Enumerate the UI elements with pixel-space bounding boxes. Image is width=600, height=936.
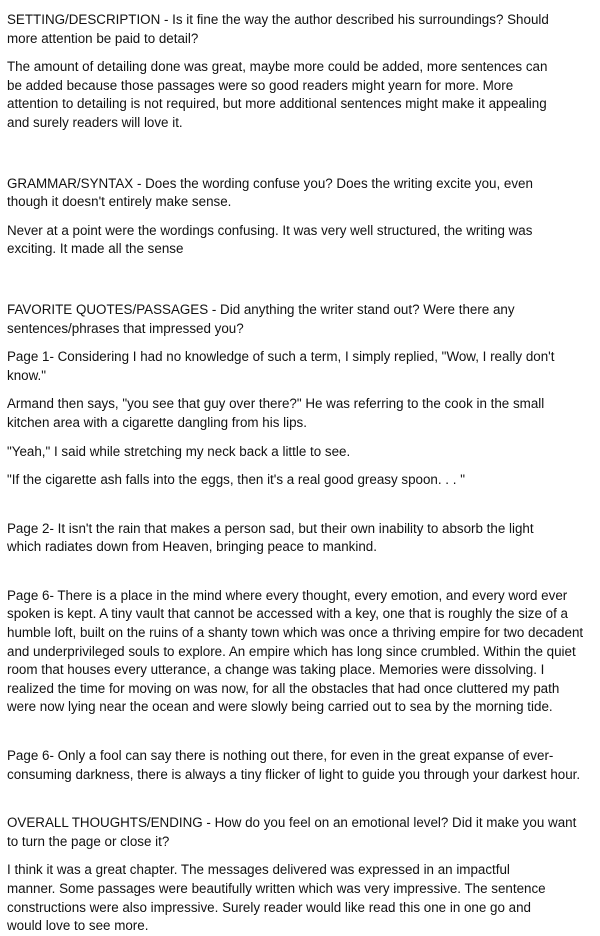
- quote-yeah: [7, 443, 594, 462]
- quote-line: kitchen area with a cigarette dangling from his lips.: [7, 414, 307, 430]
- quote-line: Page 1- Considering I had no knowledge of such a term, I simply replied, "Wow, I really don't: [7, 349, 555, 365]
- quote-page6-fool: [7, 747, 594, 784]
- quotes-heading: [7, 301, 594, 338]
- setting-answer-line: be added because those passages were so good readers might yearn for more. More: [7, 77, 514, 93]
- grammar-answer: [7, 222, 594, 259]
- overall-answer-line: I think it was a great chapter. The messages delivered was expressed in an impactful: [7, 862, 510, 878]
- setting-heading-line: more attention be paid to detail?: [7, 30, 199, 46]
- quote-line: realized the time for moving on was now, for all the obstacles that had once cluttered my path: [7, 680, 560, 696]
- grammar-answer-line: Never at a point were the wordings confusing. It was very well structured, the writing was: [7, 222, 533, 238]
- quote-line: Page 2- It isn't the rain that makes a person sad, but their own inability to absorb the light: [7, 520, 534, 536]
- quote-line: Page 6- There is a place in the mind where every thought, every emotion, and every word ever: [7, 587, 568, 603]
- overall-answer-line: manner. Some passages were beautifully written which was very impressive. The sentence: [7, 881, 546, 896]
- quote-page6-vault: [7, 587, 594, 717]
- setting-answer-line: and surely readers will love it.: [7, 114, 183, 130]
- quote-line: "If the cigarette ash falls into the eggs, then it's a real good greasy spoon. . . ": [7, 472, 465, 488]
- overall-answer: [7, 861, 594, 935]
- quote-page2: [7, 520, 594, 557]
- quote-line: spoken is kept. A tiny vault that cannot be accessed with a key, one that is roughly the size of a: [7, 606, 568, 622]
- overall-heading-line: to turn the page or close it?: [7, 833, 170, 849]
- quote-line: and underprivileged souls to explore. An empire which has long since crumbled. Within the quiet: [7, 643, 576, 659]
- quote-line: consuming darkness, there is always a tiny flicker of light to guide you through your darkest hour.: [7, 766, 581, 782]
- setting-answer-line: attention to detailing is not required, but more additional sentences might make it appealing: [7, 96, 547, 112]
- quote-line: know.": [7, 367, 46, 383]
- grammar-heading-line: though it doesn't entirely make sense.: [7, 194, 232, 210]
- setting-answer: [7, 58, 594, 132]
- overall-answer-line: constructions were also impressive. Surely reader would like read this one in one go and: [7, 899, 532, 915]
- quote-line: which radiates down from Heaven, bringing peace to mankind.: [7, 539, 377, 555]
- quote-line: humble loft, built on the ruins of a shanty town which was once a thriving empire for two decadent: [7, 625, 584, 641]
- quote-line: "Yeah," I said while stretching my neck back a little to see.: [7, 443, 351, 459]
- grammar-answer-line: exciting. It made all the sense: [7, 241, 184, 257]
- quote-line: Armand then says, "you see that guy over there?" He was referring to the cook in the small: [7, 396, 545, 412]
- overall-heading-line: OVERALL THOUGHTS/ENDING - How do you feel on an emotional level? Did it make you want: [7, 815, 577, 831]
- quote-armand: [7, 395, 594, 432]
- setting-heading: [7, 11, 594, 48]
- quote-page1: [7, 348, 594, 385]
- overall-answer-line: would love to see more.: [7, 918, 149, 934]
- grammar-heading: [7, 175, 594, 212]
- quotes-heading-line: sentences/phrases that impressed you?: [7, 320, 244, 336]
- grammar-heading-line: GRAMMAR/SYNTAX - Does the wording confuse you? Does the writing excite you, even: [7, 175, 533, 191]
- quote-line: Page 6- Only a fool can say there is nothing out there, for even in the great expanse of ever-: [7, 748, 554, 764]
- quote-line: were now lying near the ocean and were slowly being carried out to sea by the morning tide.: [7, 699, 553, 715]
- overall-heading: [7, 814, 594, 851]
- setting-heading-line: SETTING/DESCRIPTION - Is it fine the way the author described his surroundings? Should: [7, 12, 549, 27]
- quotes-heading-line: FAVORITE QUOTES/PASSAGES - Did anything the writer stand out? Were there any: [7, 301, 515, 317]
- setting-answer-line: The amount of detailing done was great, maybe more could be added, more sentences can: [7, 59, 548, 75]
- quote-line: room that houses every utterance, a change was taking place. Memories were dissolving. I: [7, 662, 545, 678]
- quote-cigarette: [7, 471, 594, 490]
